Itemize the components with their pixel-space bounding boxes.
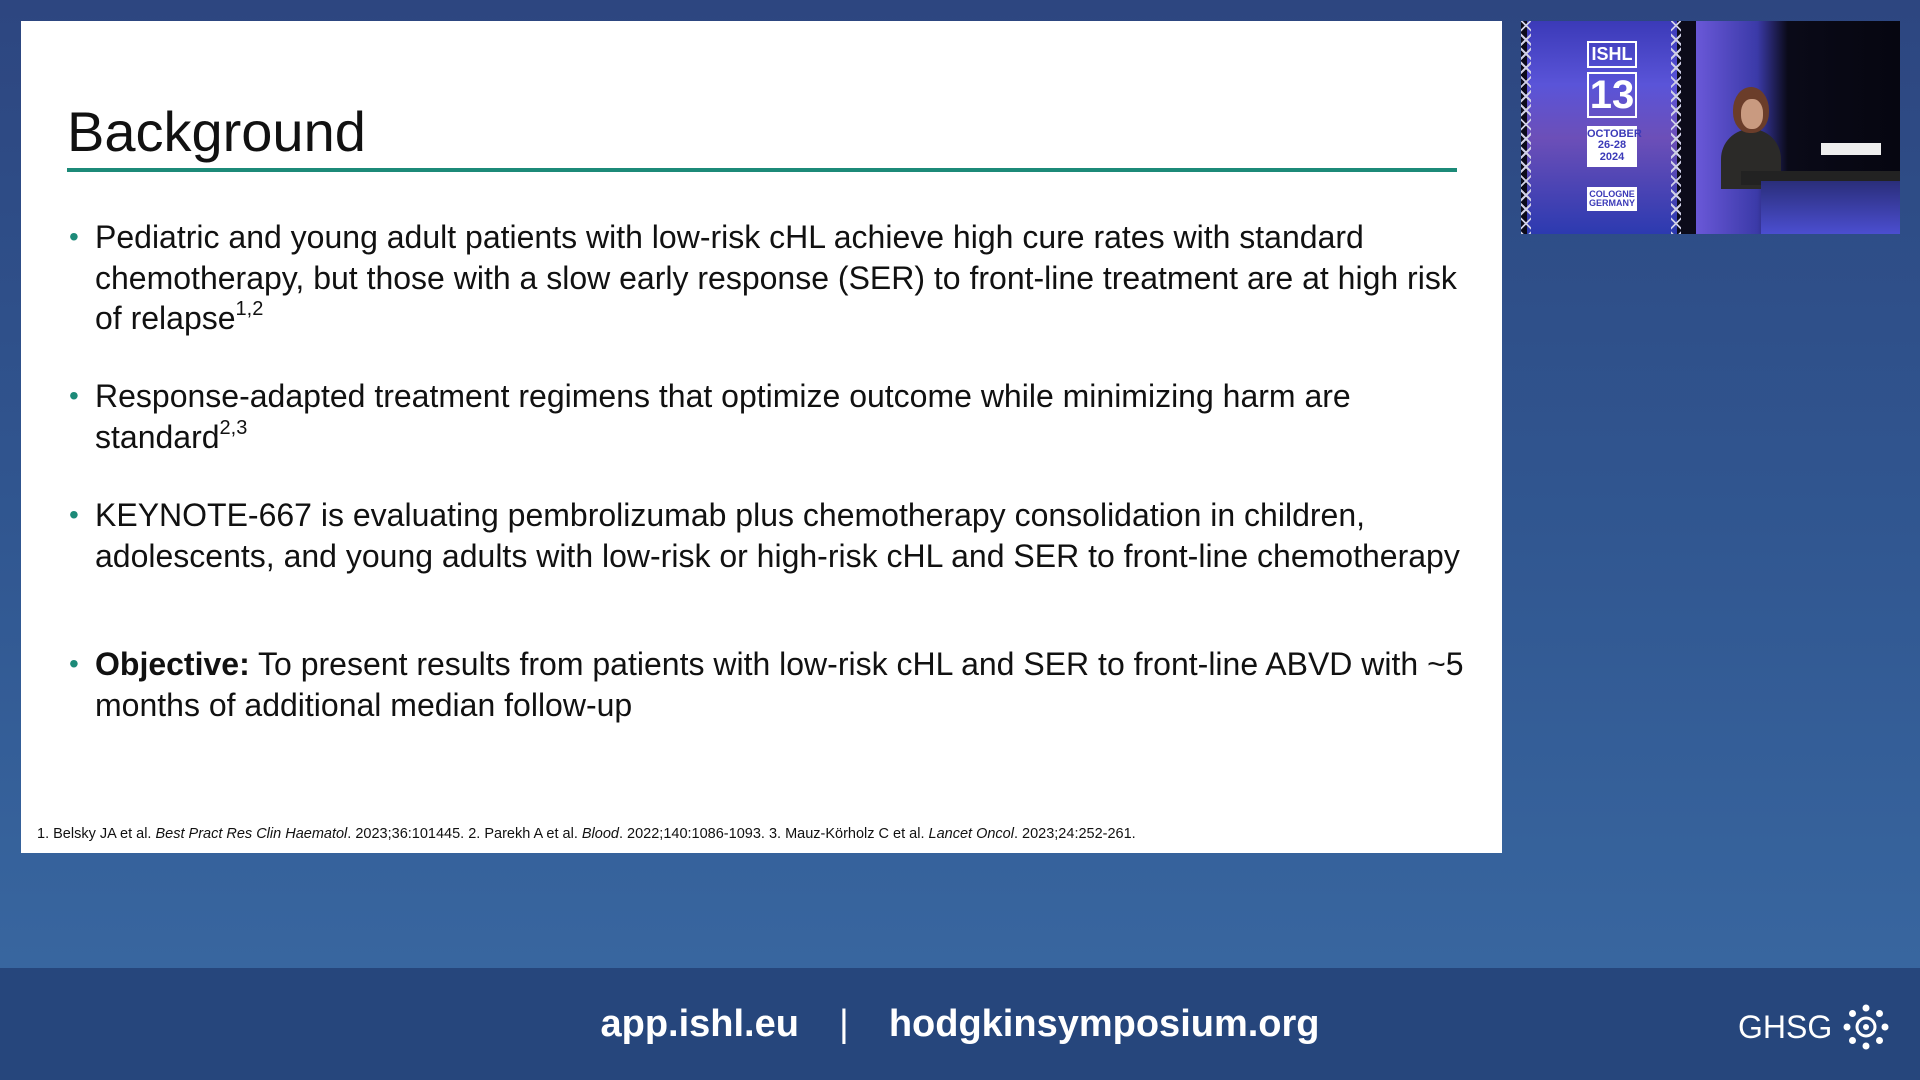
bullet-item bbox=[67, 644, 1467, 725]
url-separator: | bbox=[838, 1003, 849, 1045]
bullet-dot-icon: • bbox=[69, 380, 79, 411]
ghsg-emblem-icon bbox=[1842, 1003, 1890, 1051]
banner-line: COLOGNE GERMANY bbox=[1587, 187, 1637, 212]
speaker-video-feed[interactable] bbox=[1521, 21, 1900, 234]
bullet-dot-icon: • bbox=[69, 499, 79, 530]
slide-title: Background bbox=[67, 100, 366, 163]
slide bbox=[21, 21, 1502, 853]
reference-superscript: 2,3 bbox=[219, 416, 248, 439]
app-url-link[interactable]: app.ishl.eu bbox=[600, 1003, 799, 1045]
bullet-text-part: KEYNOTE-667 is evaluating pembrolizumab plus chemotherapy consolidation in children, adolescents, and young adults with low-risk or high-risk cHL and SER to front-line chemotherapy bbox=[95, 497, 1460, 574]
footnote-journal: Blood bbox=[581, 826, 619, 842]
title-divider bbox=[67, 168, 1457, 172]
references-footnote bbox=[37, 826, 1136, 842]
bullet-item bbox=[67, 217, 1467, 339]
footnote-journal: Lancet Oncol bbox=[928, 826, 1014, 842]
bullet-text-part: Pediatric and young adult patients with low-risk cHL achieve high cure rates with standard chemotherapy, but those with a slow early response (SER) to front-line treatment are at high risk of relapse bbox=[95, 219, 1457, 336]
bullet-text bbox=[95, 644, 1465, 725]
footnote-part: 1. Belsky JA et al. bbox=[37, 826, 156, 842]
podium-nameplate bbox=[1821, 143, 1881, 155]
banner-line: ISHL bbox=[1587, 41, 1637, 68]
stage-truss bbox=[1521, 21, 1531, 234]
speaker-face bbox=[1741, 99, 1763, 129]
bullet-text bbox=[95, 376, 1465, 457]
banner-text bbox=[1587, 41, 1642, 211]
conference-banner bbox=[1527, 21, 1677, 234]
banner-line: 13 bbox=[1587, 72, 1637, 118]
objective-label: Objective: bbox=[95, 646, 250, 682]
footnote-part: . 2022;140:1086-1093. 3. Mauz-Körholz C et al. bbox=[618, 826, 929, 842]
footnote-part: . 2023;24:252-261. bbox=[1013, 826, 1136, 842]
bullet-dot-icon: • bbox=[69, 221, 79, 252]
stage-truss bbox=[1671, 21, 1681, 234]
symposium-url-link[interactable]: hodgkinsymposium.org bbox=[888, 1003, 1320, 1045]
bullet-text bbox=[95, 217, 1465, 339]
footer-urls bbox=[0, 1003, 1920, 1046]
bullet-text-part: Response-adapted treatment regimens that optimize outcome while minimizing harm are standard bbox=[95, 378, 1351, 455]
footnote-journal: Best Pract Res Clin Haematol bbox=[155, 826, 348, 842]
bullet-item bbox=[67, 376, 1467, 457]
bullet-dot-icon: • bbox=[69, 648, 79, 679]
podium bbox=[1761, 181, 1900, 234]
bullet-item bbox=[67, 495, 1467, 576]
banner-line: OCTOBER 26-28 2024 bbox=[1587, 126, 1637, 167]
bullet-text-part: To present results from patients with low-risk cHL and SER to front-line ABVD with ~5 months of additional median follow-up bbox=[95, 646, 1464, 723]
bullet-text bbox=[95, 495, 1465, 576]
ghsg-logo bbox=[1738, 1003, 1890, 1051]
ghsg-logo-text: GHSG bbox=[1738, 1008, 1833, 1045]
footnote-part: . 2023;36:101445. 2. Parekh A et al. bbox=[347, 826, 582, 842]
reference-superscript: 1,2 bbox=[235, 298, 264, 320]
